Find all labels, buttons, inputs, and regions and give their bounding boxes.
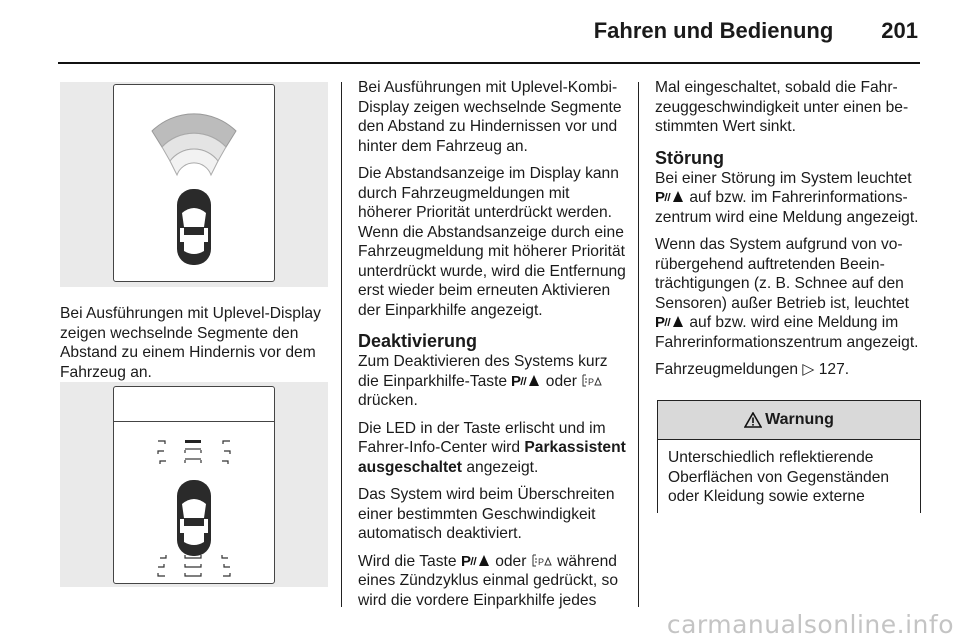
column-divider-1 bbox=[341, 82, 342, 607]
park-assist-button-icon bbox=[461, 553, 491, 568]
sensor-button-icon bbox=[581, 373, 603, 388]
warning-triangle-icon bbox=[744, 412, 762, 428]
section-heading-stoerung: Störung bbox=[655, 147, 724, 168]
column-divider-2 bbox=[638, 82, 639, 607]
figure-front-sensor-display bbox=[60, 82, 328, 287]
column-3 bbox=[655, 78, 923, 388]
svg-text:P: P bbox=[511, 372, 522, 388]
svg-text:P: P bbox=[588, 376, 595, 387]
svg-text:P: P bbox=[655, 314, 666, 329]
svg-text:P: P bbox=[537, 556, 544, 567]
header-rule bbox=[58, 62, 920, 64]
page-header bbox=[594, 18, 918, 44]
page-number: 201 bbox=[881, 18, 918, 43]
paragraph: Wenn das System aufgrund von vorübergehend auftretenden Beeinträchtigungen (z. B. Schnee auf den Sensoren) außer Betrieb ist, leuchtet P auf bzw. wird eine Meldung im Fahrerinformationszentrum angezeigt. bbox=[655, 236, 919, 351]
paragraph: Fahrzeugmeldungen ▷ 127. bbox=[655, 361, 850, 378]
paragraph: Die Abstandsanzeige im Display kann durch Fahrzeugmeldungen mit höherer Priorität unterdrückt werden. Wenn die Abstandsanzeige durch eine Fahrzeugmeldung mit höherer Priorität unterdrückt wurde, wird die Entfernung erst wieder beim erneuten Aktivieren der Einparkhilfe angezeigt. bbox=[358, 165, 626, 319]
park-assist-button-icon bbox=[511, 373, 541, 388]
rear-segments bbox=[158, 555, 230, 576]
car-icon bbox=[177, 480, 211, 556]
sensor-button-icon bbox=[531, 553, 553, 568]
page-reference-arrow-icon: ▷ bbox=[802, 361, 815, 378]
display-divider bbox=[114, 421, 274, 422]
warning-header bbox=[658, 401, 920, 440]
paragraph: Zum Deaktivieren des Systems kurz die Einparkhilfe-Taste P oder P drücken. bbox=[358, 353, 608, 409]
paragraph: Das System wird beim Überschreiten einer bestimmten Geschwindigkeit automatisch deaktiviert. bbox=[358, 486, 615, 542]
warning-title: Warnung bbox=[765, 411, 834, 428]
paragraph: Die LED in der Taste erlischt und im Fahrer-Info-Center wird Parkassistent ausgeschaltet angezeigt. bbox=[358, 419, 626, 476]
paragraph: Wird die Taste P oder P während eines Zündzyklus einmal gedrückt, so wird die vordere Einparkhilfe jedes bbox=[358, 552, 619, 609]
warning-text: Unterschiedlich reflektierende Oberflächen von Gegenständen oder Kleidung sowie externe bbox=[668, 449, 890, 505]
section-heading-deaktivierung: Deaktivierung bbox=[358, 331, 478, 351]
display-screen bbox=[113, 84, 275, 282]
svg-text:P: P bbox=[655, 189, 666, 204]
front-distance-illustration bbox=[114, 85, 274, 281]
header-title: Fahren und Bedienung bbox=[593, 18, 834, 43]
warning-box bbox=[657, 400, 921, 513]
display-screen bbox=[113, 386, 275, 584]
front-segments bbox=[158, 440, 230, 464]
watermark: carmanualsonline.info bbox=[666, 610, 954, 639]
front-rear-distance-illustration bbox=[114, 387, 274, 583]
park-assist-indicator-icon bbox=[655, 189, 685, 204]
svg-text:P: P bbox=[460, 552, 471, 568]
figure-front-rear-sensor-display bbox=[60, 382, 328, 587]
car-icon bbox=[177, 189, 211, 265]
park-assist-indicator-icon bbox=[655, 314, 685, 329]
page-reference: 127. bbox=[818, 361, 850, 378]
display-message: Parkassistent ausgeschaltet bbox=[358, 439, 626, 476]
paragraph: Mal eingeschaltet, sobald die Fahrzeuggeschwindigkeit unter einen bestimmten Wert sinkt. bbox=[655, 79, 909, 135]
figure-caption-1: Bei Ausführungen mit Uplevel-Display zeigen wechselnde Segmente den Abstand zu einem Hindernis vor dem Fahrzeug an. bbox=[60, 305, 321, 381]
paragraph: Bei Ausführungen mit Uplevel-Kombi-Display zeigen wechselnde Segmente den Abstand zu Hindernissen vor und hinter dem Fahrzeug an. bbox=[358, 79, 622, 155]
column-2 bbox=[358, 78, 626, 618]
paragraph: Bei einer Störung im System leuchtet P auf bzw. im Fahrerinformationszentrum wird eine Meldung angezeigt. bbox=[655, 169, 919, 226]
